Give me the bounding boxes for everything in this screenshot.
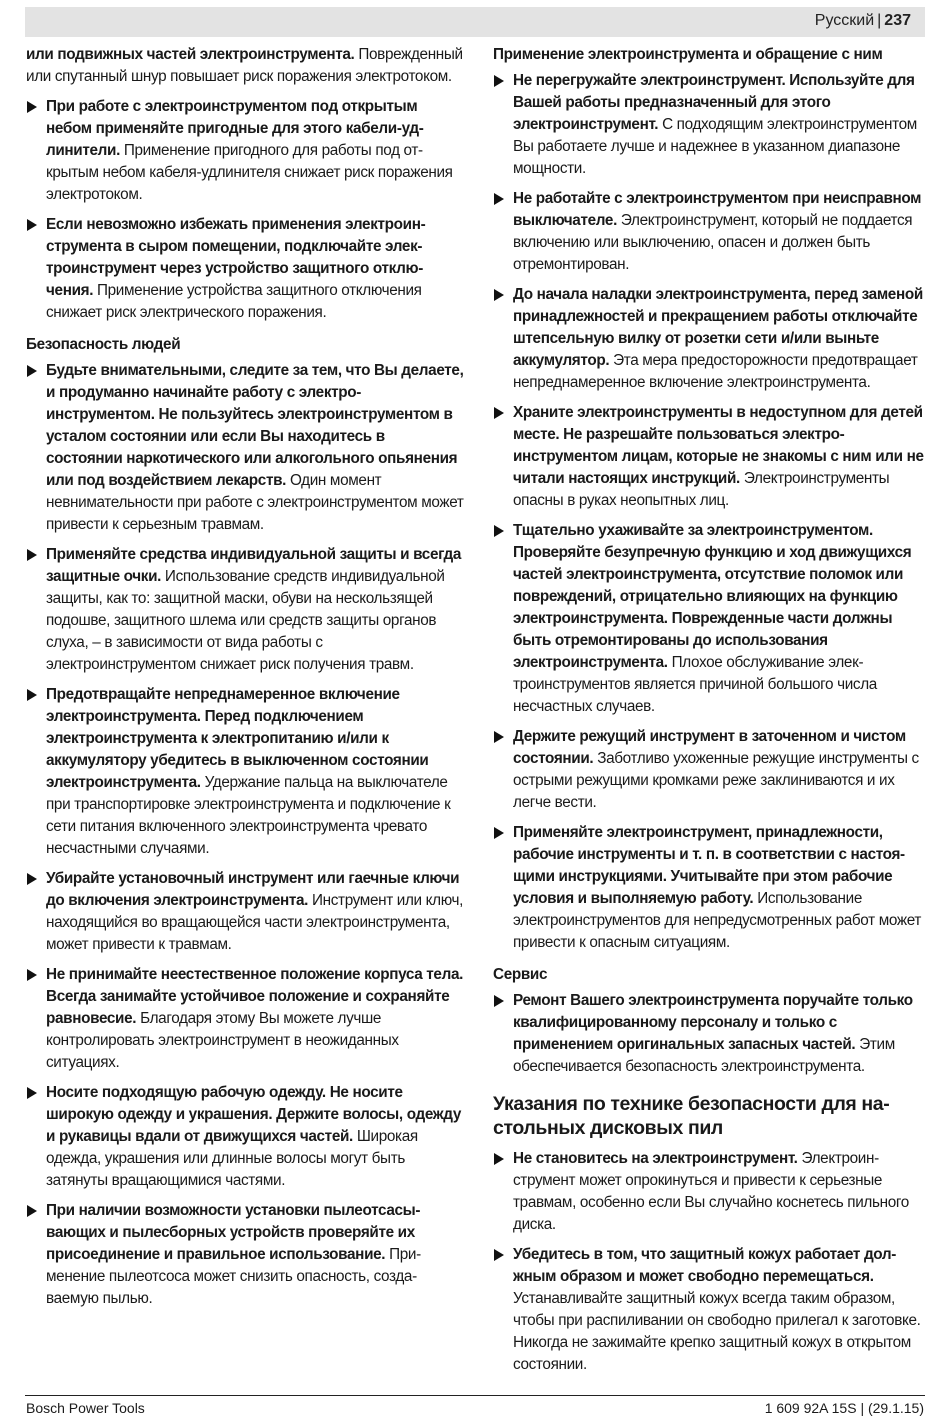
bullet-text: Электроинструмент может опрокинуться и привести к серьезные травмам, особенно если Вы случайно коснетесь пильного диска. — [513, 1150, 909, 1233]
bullet-text: Применение устройства защитного отключения снижает риск электрического поражения. — [46, 282, 422, 321]
triangle-bullet-icon — [27, 365, 37, 377]
continuation-paragraph: Устанавливайте защитный кожух всегда таким образом, чтобы при распиливании он свободно прилегал к заготовке. Никогда не зажимайте крепко защитный кожух в открытом состоянии. — [513, 1290, 921, 1373]
bullet-bold: Убедитесь в том, что защитный кожух работает должным образом и может свободно перемещаться. — [513, 1246, 897, 1285]
bullet-item — [493, 402, 925, 512]
triangle-bullet-icon — [494, 525, 504, 537]
triangle-bullet-icon — [27, 1087, 37, 1099]
bullet-bold: Держите режущий инструмент в заточенном и чистом состоянии. — [513, 728, 906, 767]
main-heading-table-saw-safety: Указания по технике безопасности для настольных дисковых пил — [493, 1093, 890, 1139]
bullet-text: Эта мера предосторожности предотвращает непреднамеренное включение электроинструмента. — [513, 352, 918, 391]
triangle-bullet-icon — [27, 1205, 37, 1217]
bullet-bold: Ремонт Вашего электроинструмента поручайте только квалифицированному персоналу и только с применением оригинальных запасных частей. — [513, 992, 913, 1053]
bullet-item — [493, 726, 925, 814]
header-separator: | — [877, 12, 882, 29]
bullet-text: Электроинструменты опасны в руках неопытных лиц. — [513, 470, 890, 509]
bullet-bold: При наличии возможности установки пылеотсасывающих и пылесборных устройств проверяйте их присоединение и правильное использование. — [46, 1202, 421, 1263]
bullet-bold: Не становитесь на электроинструмент. — [513, 1150, 798, 1167]
bullet-bold: Если невозможно избежать применения электроинструмента в сыром помещении, подключайте электроинструмент через устройство защитного отключения. — [46, 216, 426, 299]
bullet-text: Использование средств индивидуальной защиты, как то: защитной маски, обуви на нескользящей подошве, защитного шлема или средств защиты органов слуха, – в зависимости от вида работы с электроинструментом снижает риск получения травм. — [46, 568, 445, 673]
bullet-item — [493, 822, 925, 954]
triangle-bullet-icon — [27, 689, 37, 701]
bullet-item — [26, 868, 464, 956]
triangle-bullet-icon — [494, 1249, 504, 1261]
bullet-item — [26, 1200, 464, 1310]
bullet-bold: Не принимайте неестественное положение корпуса тела. Всегда занимайте устойчивое положение и сохраняйте равновесие. — [46, 966, 463, 1027]
left-column — [26, 44, 464, 1318]
bullet-text: Плохое обслуживание электроинструментов является причиной большого числа несчастных случаев. — [513, 654, 877, 715]
triangle-bullet-icon — [494, 407, 504, 419]
right-column — [493, 44, 925, 1384]
bullet-bold: Храните электроинструменты в недоступном для детей месте. Не разрешайте пользоваться электроинструментом лицам, которые не знакомы с ним или не читали настоящих инструкций. — [513, 404, 924, 487]
bullet-item — [26, 684, 464, 860]
bullet-text: Электроинструмент, который не поддается включению или выключению, опасен и должен быть отремонтирован. — [513, 212, 913, 273]
intro-paragraph — [26, 44, 464, 88]
triangle-bullet-icon — [494, 75, 504, 87]
bullet-bold: Применяйте электроинструмент, принадлежности, рабочие инструменты и т. п. в соответствии с настоящими инструкциями. Учитывайте при этом рабочие условия и выполняемую работу. — [513, 824, 906, 907]
header-info — [815, 12, 911, 30]
bullet-text: С подходящим электроинструментом Вы работаете лучше и надежнее в указанном диапазоне мощности. — [513, 116, 917, 177]
triangle-bullet-icon — [494, 289, 504, 301]
bullet-bold: Убирайте установочный инструмент или гаечные ключи до включения электроинструмента. — [46, 870, 460, 909]
intro-bold: или подвижных частей электроинструмента. — [26, 46, 355, 63]
bullet-text: Благодаря этому Вы можете лучше контролировать электроинструмент в неожиданных ситуациях. — [46, 1010, 399, 1071]
footer-doc-info: 1 609 92A 15S | (29.1.15) — [764, 1400, 924, 1416]
triangle-bullet-icon — [27, 219, 37, 231]
bullet-text: Применение пылеотсоса может снизить опасность, создаваемую пылью. — [46, 1246, 422, 1307]
section-title-personal-safety: Безопасность людей — [26, 336, 181, 353]
bullet-bold: До начала наладки электроинструмента, перед заменой принадлежностей и прекращением работы отключайте штепсельную вилку от розетки сети и/или выньте аккумулятор. — [513, 286, 923, 369]
bullet-bold: Предотвращайте непреднамеренное включение электроинструмента. Перед подключением электроинструмента к электропитанию и/или к аккумулятору убедитесь в выключенном состоянии электроинструмента. — [46, 686, 429, 791]
bullet-item — [26, 214, 464, 324]
bullet-bold: Будьте внимательными, следите за тем, что Вы делаете, и продуманно начинайте работу с электроинструментом. Не пользуйтесь электроинструментом в усталом состоянии или если Вы находитесь в состоянии наркотического или алкогольного опьянения или под воздействием лекарств. — [46, 362, 464, 489]
triangle-bullet-icon — [494, 1153, 504, 1165]
bullet-text: Этим обеспечивается безопасность электроинструмента. — [513, 1036, 895, 1075]
bullet-text: Заботливо ухоженные режущие инструменты с острыми режущими кромками реже заклиниваются и их легче вести. — [513, 750, 919, 811]
bullet-bold: При работе с электроинструментом под открытым небом применяйте пригодные для этого кабели-удлинители. — [46, 98, 424, 159]
footer-divider — [25, 1395, 925, 1396]
bullet-text: Использование электроинструментов для непредусмотренных работ может привести к опасным ситуациям. — [513, 890, 922, 951]
triangle-bullet-icon — [494, 731, 504, 743]
bullet-bold: Не работайте с электроинструментом при неисправном выключателе. — [513, 190, 922, 229]
bullet-bold: Применяйте средства индивидуальной защиты и всегда защитные очки. — [46, 546, 462, 585]
bullet-item — [493, 284, 925, 394]
bullet-item — [26, 1082, 464, 1192]
bullet-item — [26, 964, 464, 1074]
section-title-tool-use: Применение электроинструмента и обращение с ним — [493, 46, 883, 63]
triangle-bullet-icon — [494, 827, 504, 839]
bullet-bold: Не перегружайте электроинструмент. Используйте для Вашей работы предназначенный для этого электроинструмент. — [513, 72, 915, 133]
bullet-text: Один момент невнимательности при работе с электроинструментом может привести к серьезным травмам. — [46, 472, 464, 533]
footer-brand: Bosch Power Tools — [26, 1400, 145, 1416]
triangle-bullet-icon — [27, 873, 37, 885]
page-number: 237 — [884, 12, 911, 29]
bullet-item — [493, 990, 925, 1078]
bullet-item — [493, 1148, 925, 1236]
bullet-text: Широкая одежда, украшения или длинные волосы могут быть затянуты вращающимися частями. — [46, 1128, 418, 1189]
header-language: Русский — [814, 12, 875, 29]
intro-text: Поврежденный или спутанный шнур повышает риск поражения электротоком. — [26, 46, 463, 85]
bullet-item — [493, 188, 925, 276]
triangle-bullet-icon — [494, 193, 504, 205]
bullet-item — [26, 544, 464, 676]
triangle-bullet-icon — [494, 995, 504, 1007]
bullet-item — [493, 70, 925, 180]
bullet-bold: Носите подходящую рабочую одежду. Не носите широкую одежду и украшения. Держите волосы, одежду и рукавицы вдали от движущихся частей. — [46, 1084, 462, 1145]
bullet-text: Применение пригодного для работы под открытым небом кабеля-удлинителя снижает риск поражения электротоком. — [46, 142, 453, 203]
bullet-item — [493, 520, 925, 718]
triangle-bullet-icon — [27, 101, 37, 113]
page-header — [25, 7, 925, 37]
bullet-item — [493, 1244, 925, 1288]
bullet-text: Удержание пальца на выключателе при транспортировке электроинструмента и подключение к сети питания включенного электроинструмента чревато несчастными случаями. — [46, 774, 451, 857]
triangle-bullet-icon — [27, 969, 37, 981]
bullet-item — [26, 96, 464, 206]
bullet-text: Инструмент или ключ, находящийся во вращающейся части электроинструмента, может привести к травмам. — [46, 892, 464, 953]
bullet-item — [26, 360, 464, 536]
section-title-service: Сервис — [493, 966, 548, 983]
bullet-bold: Тщательно ухаживайте за электроинструментом. Проверяйте безупречную функцию и ход движущихся частей электроинструмента, отсутствие поломок или повреждений, отрицательно влияющих на функцию электроинструмента. Поврежденные части должны быть отремонтированы до использования электроинструмента. — [513, 522, 912, 671]
triangle-bullet-icon — [27, 549, 37, 561]
